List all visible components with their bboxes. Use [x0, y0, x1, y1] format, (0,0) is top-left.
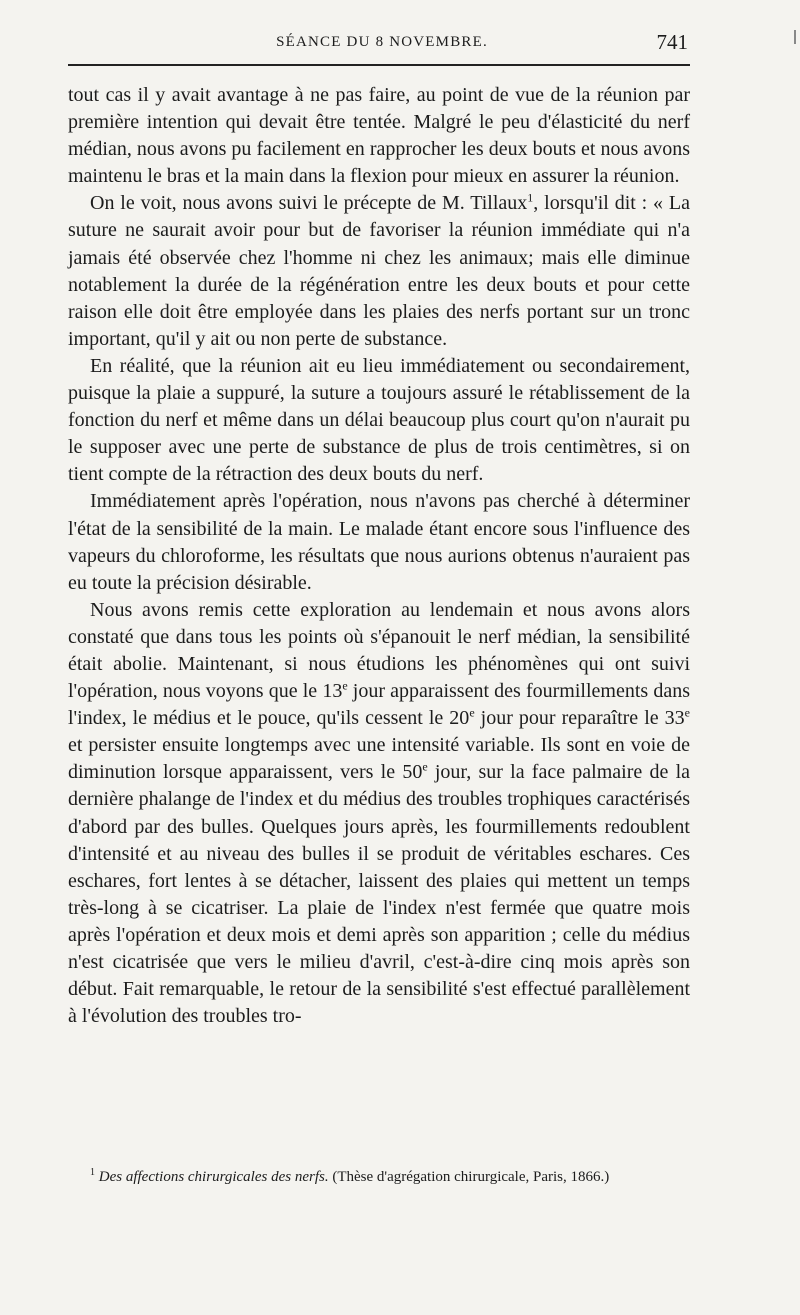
page-edge-mark	[794, 30, 796, 44]
footnote-title: Des affections chirurgicales des nerfs.	[98, 1169, 329, 1185]
footnote	[68, 1165, 690, 1189]
paragraph-2-text-a: On le voit, nous avons suivi le précepte de M. Tillaux	[90, 192, 528, 215]
paragraph-5-text-d: et persister ensuite longtemps avec une intensité variable. Ils sont en voie de diminution lorsque apparaissent, vers le 50	[68, 734, 690, 784]
paragraph-2	[68, 190, 690, 353]
paragraph-2-text-b: , lorsqu'il dit : « La suture ne saurait avoir pour but de favoriser la réunion immédiate qui n'a jamais été observée chez l'homme ni chez les animaux; mais elle diminue notablement la durée de la régénération entre les deux bouts et pour cette raison elle doit être employée dans les plaies des nerfs portant sur un tronc important, qu'il y ait ou non perte de substance.	[68, 192, 690, 350]
footnote-number: 1	[90, 1167, 95, 1178]
ordinal-superscript: e	[422, 759, 428, 774]
paragraph-5	[68, 597, 690, 1031]
running-title: SÉANCE DU 8 NOVEMBRE.	[276, 34, 488, 50]
footnote-citation: (Thèse d'agrégation chirurgicale, Paris, 1866.)	[328, 1169, 610, 1185]
ordinal-superscript: e	[469, 705, 475, 720]
header-rule	[68, 64, 690, 66]
body-text	[68, 82, 690, 1030]
paragraph-5-text-a: Nous avons remis cette exploration au lendemain et nous avons alors constaté que dans tous les points où s'épanouit le nerf médian, la sensibilité était abolie. Maintenant, si nous étudions les phénomènes qui ont suivi l'opération, nous voyons que le 13	[68, 598, 690, 703]
paragraph-3: En réalité, que la réunion ait eu lieu immédiatement ou secondairement, puisque la plaie a suppuré, la suture a toujours assuré le rétablissement de la fonction du nerf et même dans un délai beaucoup plus court qu'on n'aurait pu le supposer avec une perte de substance de plus de trois centimètres, si on tient compte de la rétraction des deux bouts du nerf.	[68, 354, 690, 486]
paragraph-4: Immédiatement après l'opération, nous n'avons pas cherché à déterminer l'état de la sensibilité de la main. Le malade étant encore sous l'influence des vapeurs du chloroforme, les résultats que nous aurions obtenus n'auraient pas eu toute la précision désirable.	[68, 490, 690, 594]
paragraph-1: tout cas il y avait avantage à ne pas faire, au point de vue de la réunion par première intention qui devait être tentée. Malgré le peu d'élasticité du nerf médian, nous avons pu facilement en rapprocher les deux bouts et nous avons maintenu le bras et la main dans la flexion pour mieux en assurer la réunion.	[68, 84, 690, 188]
paragraph-5-text-b: jour apparaissent des fourmillements dans l'index, le médius et le pouce, qu'ils cessent le 20	[68, 680, 690, 730]
ordinal-superscript: e	[342, 678, 348, 693]
book-page	[68, 0, 696, 1315]
footnote-reference[interactable]: 1	[527, 190, 534, 205]
ordinal-superscript: e	[684, 705, 690, 720]
paragraph-5-text-e: jour, sur la face palmaire de la dernière phalange de l'index et du médius des troubles trophiques caractérisés d'abord par des bulles. Quelques jours après, les fourmillements redoublent d'intensité et au niveau des bulles il se produit de véritables eschares. Ces eschares, fort lentes à se détacher, laissent des plaies qui mettent un temps très-long à se cicatriser. La plaie de l'index n'est fermée que quatre mois après l'opération et deux mois et demi après son apparition ; celle du médius n'est cicatrisée que vers le milieu d'avril, c'est-à-dire cinq mois après son début. Fait remarquable, le retour de la sensibilité s'est effectué parallèlement à l'évolution des troubles tro-	[68, 761, 690, 1028]
paragraph-5-text-c: jour pour reparaître le 33	[474, 707, 685, 730]
running-head	[68, 30, 696, 56]
page-number: 741	[656, 30, 688, 54]
